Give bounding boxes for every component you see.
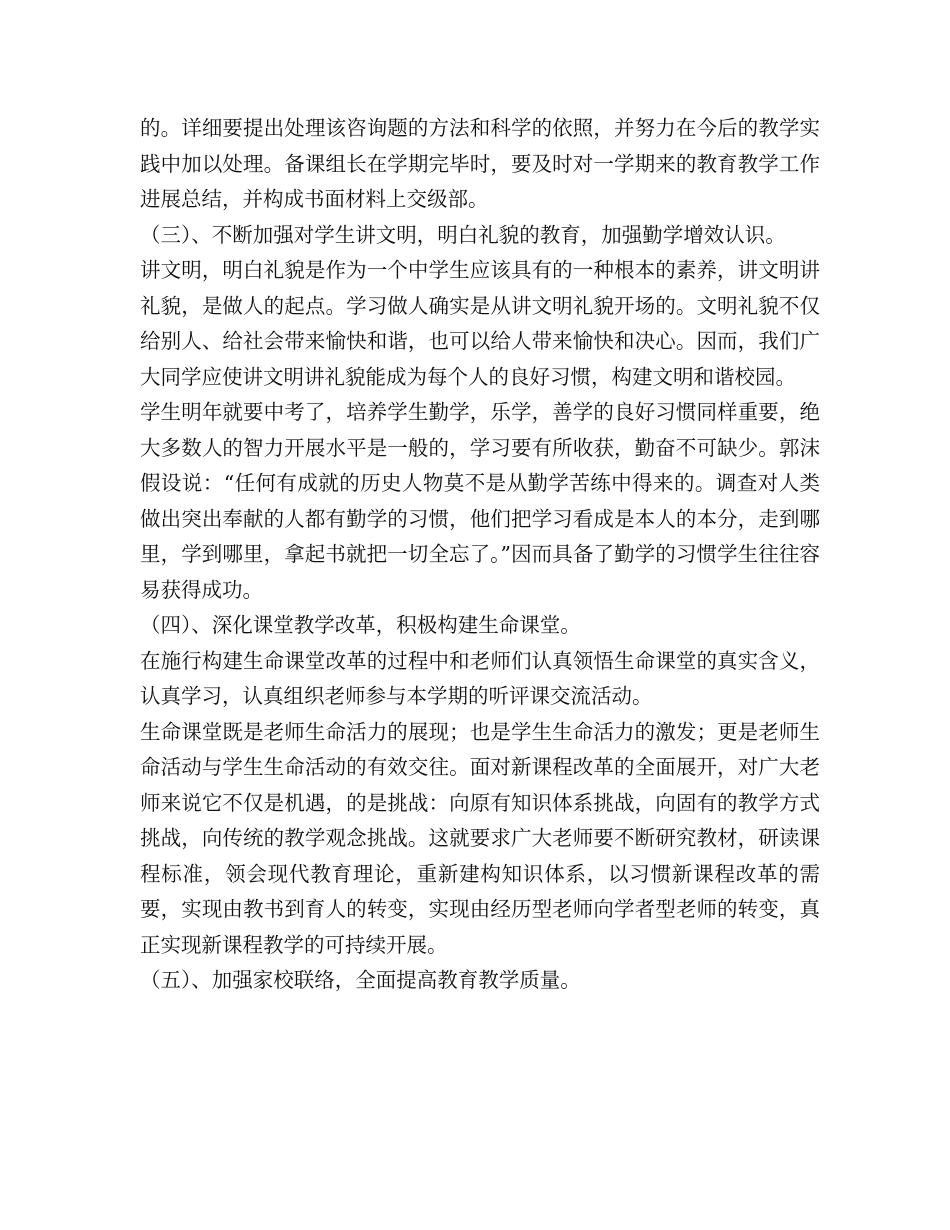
paragraph-civility: 讲文明，明白礼貌是作为一个中学生应该具有的一种根本的素养，讲文明讲礼貌，是做人的起点。学习做人确实是从讲文明礼貌开场的。文明礼貌不仅给别人、给社会带来愉快和谐，也可以给人带来愉快和决心。因而，我们广大同学应使讲文明讲礼貌能成为每个人的良好习惯，构建文明和谐校园。 — [140, 258, 820, 389]
section-heading-4: （四）、深化课堂教学改革，积极构建生命课堂。 — [140, 613, 581, 637]
paragraph-life-classroom-definition: 生命课堂既是老师生命活力的展现；也是学生生命活力的激发；更是老师生命活动与学生生命活动的有效交往。面对新课程改革的全面展开，对广大老师来说它不仅是机遇，的是挑战：向原有知识体系挑战，向固有的教学方式挑战，向传统的教学观念挑战。这就要求广大老师要不断研究教材，研读课程标准，领会现代教育理论，重新建构知识体系，以习惯新课程改革的需要，实现由教书到育人的转变，实现由经历型老师向学者型老师的转变，真正实现新课程教学的可持续开展。 — [140, 719, 820, 957]
paragraph-life-classroom-reform: 在施行构建生命课堂改革的过程中和老师们认真领悟生命课堂的真实含义，认真学习，认真组织老师参与本学期的听评课交流活动。 — [140, 648, 820, 708]
document-body — [140, 111, 820, 999]
paragraph-diligence: 学生明年就要中考了，培养学生勤学，乐学，善学的良好习惯同样重要，绝大多数人的智力开展水平是一般的，学习要有所收获，勤奋不可缺少。郭沫假设说：“任何有成就的历史人物莫不是从勤学苦练中得来的。调查对人类做出突出奉献的人都有勤学的习惯，他们把学习看成是本人的本分，走到哪里，学到哪里，拿起书就把一切全忘了。”因而具备了勤学的习惯学生往往容易获得成功。 — [140, 400, 820, 602]
paragraph-continuation: 的。详细要提出处理该咨询题的方法和科学的依照，并努力在今后的教学实践中加以处理。备课组长在学期完毕时，要及时对一学期来的教育教学工作进展总结，并构成书面材料上交级部。 — [140, 116, 820, 211]
section-heading-5: （五）、加强家校联络，全面提高教育教学质量。 — [140, 968, 581, 992]
section-heading-3: （三）、不断加强对学生讲文明，明白礼貌的教育，加强勤学增效认识。 — [140, 222, 786, 247]
